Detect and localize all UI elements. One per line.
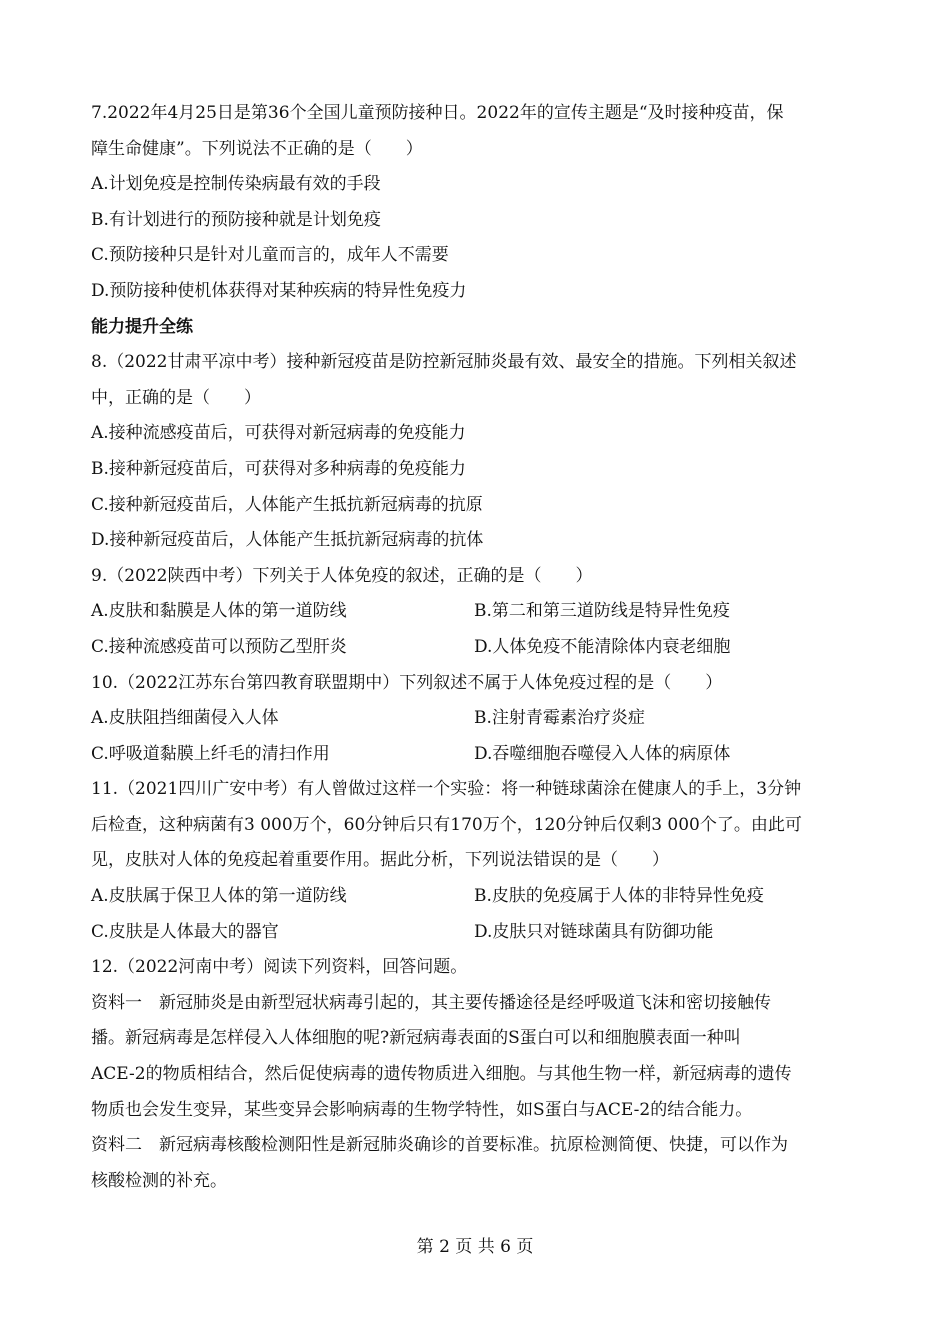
q11-option-d: D.皮肤只对链球菌具有防御功能 [474,921,714,942]
q8-option-d: D.接种新冠疫苗后，人体能产生抵抗新冠病毒的抗体 [91,530,484,551]
q11-stem-line2: 后检查，这种病菌有3 000万个，60分钟后只有170万个，120分钟后仅剩3 000个了。由此可 [91,814,802,835]
q12-material1-line4: 物质也会发生变异，某些变异会影响病毒的生物学特性，如S蛋白与ACE-2的结合能力。 [91,1099,753,1120]
q7-stem-line2: 障生命健康”。下列说法不正确的是（ ） [91,138,423,159]
q9-option-b: B.第二和第三道防线是特异性免疫 [474,601,730,622]
section-heading: 能力提升全练 [91,316,193,337]
q7-option-c: C.预防接种只是针对儿童而言的，成年人不需要 [91,245,449,266]
q11-option-c: C.皮肤是人体最大的器官 [91,921,279,942]
q11-options-row1 [91,879,866,915]
page-footer: 第 2 页 共 6 页 [416,1237,534,1257]
q10-option-c: C.呼吸道黏膜上纤毛的清扫作用 [91,743,330,764]
q12-material1-line3: ACE-2的物质相结合，然后促使病毒的遗传物质进入细胞。与其他生物一样，新冠病毒的遗传 [91,1064,792,1085]
q8-stem-line2: 中，正确的是（ ） [91,387,261,408]
q12-material1-line1: 资料一 新冠肺炎是由新型冠状病毒引起的，其主要传播途径是经呼吸道飞沫和密切接触传 [91,992,771,1013]
page-content [91,96,866,1199]
q8-stem-line1: 8.（2022甘肃平凉中考）接种新冠疫苗是防控新冠肺炎最有效、最安全的措施。下列相关叙述 [91,352,797,373]
q9-option-a: A.皮肤和黏膜是人体的第一道防线 [91,601,347,622]
q12-material1-line2: 播。新冠病毒是怎样侵入人体细胞的呢?新冠病毒表面的S蛋白可以和细胞膜表面一种叫 [91,1028,741,1049]
q9-option-c: C.接种流感疫苗可以预防乙型肝炎 [91,636,347,657]
q8-option-c: C.接种新冠疫苗后，人体能产生抵抗新冠病毒的抗原 [91,494,483,515]
q10-option-d: D.吞噬细胞吞噬侵入人体的病原体 [474,743,731,764]
q10-options-row1 [91,701,866,737]
q11-stem-line1: 11.（2021四川广安中考）有人曾做过这样一个实验：将一种链球菌涂在健康人的手上，3分钟 [91,779,802,800]
q12-stem: 12.（2022河南中考）阅读下列资料，回答问题。 [91,957,468,978]
q10-option-a: A.皮肤阻挡细菌侵入人体 [91,708,279,729]
q7-option-a: A.计划免疫是控制传染病最有效的手段 [91,174,381,195]
q7-option-b: B.有计划进行的预防接种就是计划免疫 [91,209,381,230]
q12-material2-line1: 资料二 新冠病毒核酸检测阳性是新冠肺炎确诊的首要标准。抗原检测简便、快捷，可以作为 [91,1135,788,1156]
q11-options-row2 [91,915,866,951]
q8-option-a: A.接种流感疫苗后，可获得对新冠病毒的免疫能力 [91,423,466,444]
q10-options-row2 [91,737,866,773]
q9-options-row1 [91,594,866,630]
q11-option-a: A.皮肤属于保卫人体的第一道防线 [91,886,347,907]
q7-stem-line1: 7.2022年4月25日是第36个全国儿童预防接种日。2022年的宣传主题是“及时接种疫苗，保 [91,103,784,123]
q10-option-b: B.注射青霉素治疗炎症 [474,708,645,729]
q11-option-b: B.皮肤的免疫属于人体的非特异性免疫 [474,886,764,907]
q7-option-d: D.预防接种使机体获得对某种疾病的特异性免疫力 [91,280,467,301]
q9-option-d: D.人体免疫不能清除体内衰老细胞 [474,636,731,657]
q12-material2-line2: 核酸检测的补充。 [91,1170,227,1191]
q11-stem-line3: 见，皮肤对人体的免疫起着重要作用。据此分析，下列说法错误的是（ ） [91,850,669,871]
q10-stem: 10.（2022江苏东台第四教育联盟期中）下列叙述不属于人体免疫过程的是（ ） [91,672,723,693]
q8-option-b: B.接种新冠疫苗后，可获得对多种病毒的免疫能力 [91,458,466,479]
q9-stem: 9.（2022陕西中考）下列关于人体免疫的叙述，正确的是（ ） [91,565,593,586]
q9-options-row2 [91,630,866,666]
